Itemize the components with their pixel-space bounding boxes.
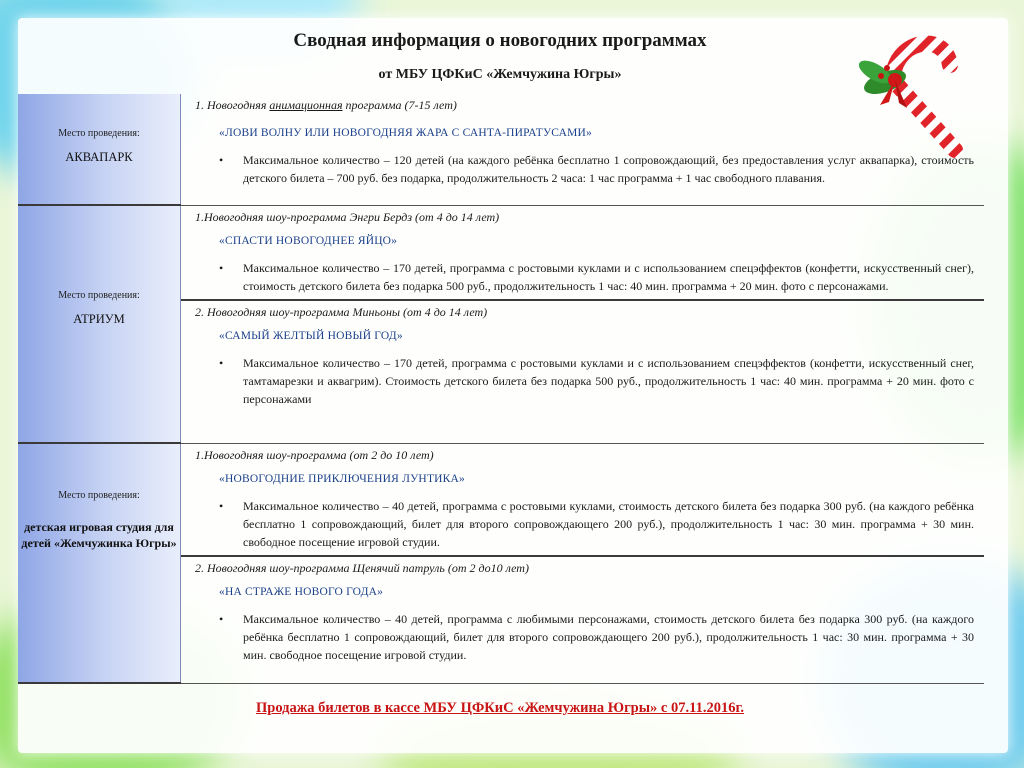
programs-table <box>18 94 984 684</box>
bullet-icon: • <box>219 611 224 626</box>
page-subtitle: от МБУ ЦФКиС «Жемчужина Югры» <box>378 67 622 82</box>
program-title: 1.Новогодняя шоу-программа (от 2 до 10 лет) <box>195 447 434 462</box>
program-title: 1.Новогодняя шоу-программа Энгри Бердз (от 4 до 14 лет) <box>195 209 500 224</box>
program-name: «НОВОГОДНИЕ ПРИКЛЮЧЕНИЯ ЛУНТИКА» <box>219 472 465 485</box>
ticket-sales-notice: Продажа билетов в кассе МБУ ЦФКиС «Жемчужина Югры» с 07.11.2016г. <box>255 700 745 716</box>
bullet-icon: • <box>219 153 224 167</box>
section-kids-studio <box>18 443 984 683</box>
program-details: • Максимальное количество – 120 детей (на каждого ребёнка бесплатно 1 сопровождающий, без предоставления услуг аквапарка), стоимость детского билета – 700 руб. без подарка, продолжительность 2 часа: 1 час программа + 1 час свободного плавания. <box>219 153 974 185</box>
bullet-icon: • <box>219 355 224 370</box>
program-name: «НА СТРАЖЕ НОВОГО ГОДА» <box>219 585 384 598</box>
program-details: • Максимальное количество – 40 детей, программа с ростовыми куклами, стоимость детского билета без подарка 300 руб. (на каждого ребёнка бесплатно 1 сопровождающий, билет для второго сопровождающего 200 руб.), продолжительность 1 час: 30 мин. программа + 30 мин. свободное посещение игровой студии. <box>219 498 974 549</box>
page-title: Сводная информация о новогодних программах <box>293 30 707 51</box>
program-details: • Максимальное количество – 40 детей, программа с любимыми персонажами, стоимость детского билета без подарка 300 руб. (на каждого ребёнка бесплатно 1 сопровождающий, билет для второго сопровождающего 200 руб.), продолжительность 1 час: 30 мин. программа + 30 мин. свободное посещение игровой студии. <box>219 611 974 662</box>
program-details: • Максимальное количество – 170 детей, программа с ростовыми куклами и с использованием спецэффектов (конфетти, искусственный снег, тамтамарезки и аквагрим). Стоимость детского билета без подарка 500 руб., продолжительность 1 час: 40 мин. программа + 20 мин. фото с персонажами <box>219 355 974 406</box>
bullet-icon: • <box>219 498 224 513</box>
programs-cell <box>181 443 985 683</box>
program-name: «СПАСТИ НОВОГОДНЕЕ ЯЙЦО» <box>219 234 398 247</box>
venue-cell <box>18 443 181 683</box>
bullet-icon: • <box>219 260 224 275</box>
venue-label: Место проведения: <box>58 128 140 139</box>
program <box>181 444 984 551</box>
program <box>181 206 984 295</box>
program-title: 2. Новогодняя шоу-программа Миньоны (от 4 до 14 лет) <box>195 304 488 319</box>
program-details: • Максимальное количество – 170 детей, программа с ростовыми куклами и с использованием спецэффектов (конфетти, искусственный снег), стоимость детского билета без подарка 500 руб., продолжительность 1 час: 40 мин. программа + 20 мин. фото с персонажами. <box>219 260 974 293</box>
section-aquapark <box>18 94 984 205</box>
venue-name: детская игровая студия для детей «Жемчужинка Югры» <box>21 520 177 550</box>
venue-name: АТРИУМ <box>73 312 125 326</box>
program <box>181 555 984 664</box>
program <box>181 94 984 187</box>
venue-label: Место проведения: <box>58 490 140 501</box>
program-title: 2. Новогодняя шоу-программа Щенячий патруль (от 2 до10 лет) <box>195 560 529 575</box>
program-title: 1. Новогодняя анимационная программа (7-15 лет) <box>195 98 457 112</box>
section-atrium <box>18 205 984 443</box>
programs-cell <box>181 94 985 205</box>
program-name: «САМЫЙ ЖЕЛТЫЙ НОВЫЙ ГОД» <box>219 329 403 342</box>
venue-cell <box>18 205 181 443</box>
venue-name: АКВАПАРК <box>65 150 133 164</box>
venue-cell <box>18 94 181 205</box>
program-name: «ЛОВИ ВОЛНУ ИЛИ НОВОГОДНЯЯ ЖАРА С САНТА-ПИРАТУСАМИ» <box>219 127 592 139</box>
venue-label: Место проведения: <box>58 290 140 301</box>
programs-cell <box>181 205 985 443</box>
program <box>181 299 984 408</box>
